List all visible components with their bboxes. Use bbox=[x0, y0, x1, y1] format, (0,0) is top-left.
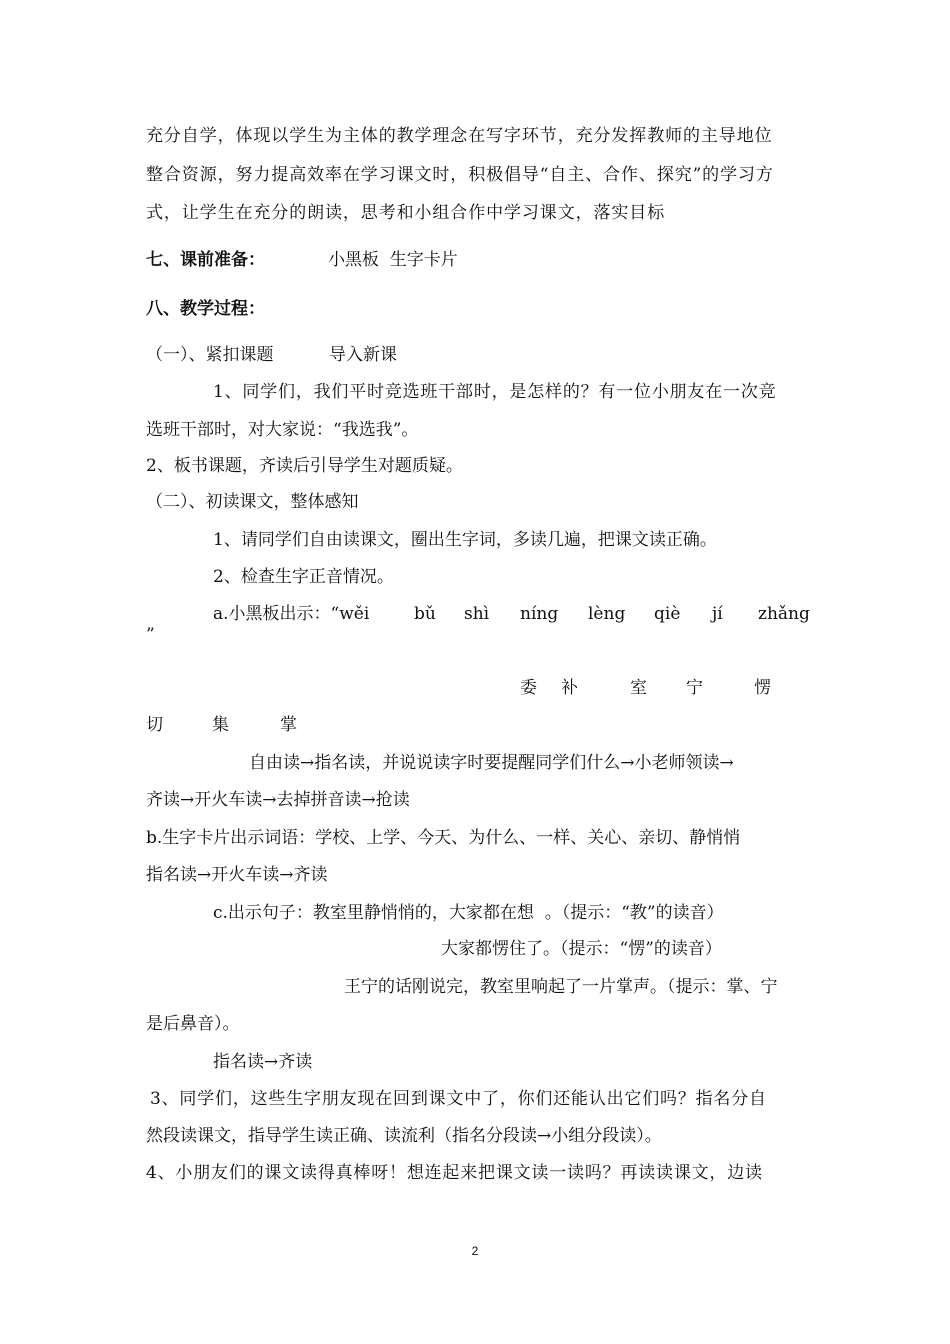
pinyin-prefix: a.小黑板出示：“wěi bbox=[213, 604, 370, 624]
pinyin-item: bǔ bbox=[414, 604, 436, 624]
char-item: 补 bbox=[561, 678, 578, 698]
char-item: 集 bbox=[212, 715, 229, 735]
part2-item2: 2、检查生字正音情况。 bbox=[213, 567, 394, 587]
pinyin-item: lèng bbox=[588, 604, 626, 624]
pinyin-item: zhǎng bbox=[758, 604, 810, 624]
flow1-line1: 自由读→指名读，并说说读字时要提醒同学们什么→小老师领读→ bbox=[249, 753, 734, 773]
pinyin-item: shì bbox=[464, 604, 490, 624]
char-item: 宁 bbox=[686, 678, 703, 698]
c-line-2: 大家都愣住了。（提示：“愣”的读音） bbox=[441, 939, 722, 959]
pinyin-item: níng bbox=[520, 604, 559, 624]
part1-subtitle: 导入新课 bbox=[329, 345, 397, 365]
page-number: 2 bbox=[471, 1244, 479, 1258]
part2-item1: 1、请同学们自由读课文，圈出生字词，多读几遍，把课文读正确。 bbox=[213, 530, 717, 550]
c-line-1: c.出示句子：教室里静悄悄的，大家都在想 。（提示：“教”的读音） bbox=[213, 903, 724, 923]
part2-item3-line2: 然段读课文，指导学生读正确、读流利（指名分段读→小组分段读）。 bbox=[146, 1126, 662, 1146]
prep-items: 小黑板 生字卡片 bbox=[328, 250, 458, 270]
part1-title: （一）、紧扣课题 bbox=[146, 345, 274, 365]
part1-item1-line1: 1、同学们，我们平时竞选班干部时，是怎样的？有一位小朋友在一次竞 bbox=[213, 382, 777, 402]
pinyin-item: qiè bbox=[654, 604, 681, 624]
prep-heading: 七、课前准备： bbox=[146, 250, 265, 270]
part2-item4-line1: 4、小朋友们的课文读得真棒呀！想连起来把课文读一读吗？再读读课文，边读 bbox=[146, 1163, 763, 1183]
b-line: b.生字卡片出示词语：学校、上学、今天、为什么、一样、关心、亲切、静悄悄 bbox=[146, 828, 741, 848]
pinyin-item: jí bbox=[712, 604, 723, 624]
part1-item2: 2、板书课题，齐读后引导学生对题质疑。 bbox=[146, 456, 463, 476]
part1-item1-line2: 选班干部时，对大家说：“我选我”。 bbox=[146, 420, 419, 440]
c-flow: 指名读→齐读 bbox=[213, 1052, 313, 1072]
char-item: 室 bbox=[630, 678, 647, 698]
char-item: 切 bbox=[146, 715, 163, 735]
b-flow: 指名读→开火车读→齐读 bbox=[146, 865, 328, 885]
flow1-line2: 齐读→开火车读→去掉拼音读→抢读 bbox=[146, 790, 410, 810]
intro-line-3: 式，让学生在充分的朗读，思考和小组合作中学习课文，落实目标 bbox=[146, 203, 666, 223]
process-heading: 八、教学过程： bbox=[146, 299, 265, 319]
intro-line-1: 充分自学，体现以学生为主体的教学理念在写字环节，充分发挥教师的主导地位 bbox=[146, 126, 773, 146]
c-line-4: 是后鼻音）。 bbox=[146, 1014, 240, 1034]
pinyin-close-quote: ” bbox=[146, 625, 155, 645]
c-line-3: 王宁的话刚说完，教室里响起了一片掌声。（提示：掌、宁 bbox=[344, 977, 778, 997]
part2-item3-line1: 3、同学们，这些生字朋友现在回到课文中了，你们还能认出它们吗？指名分自 bbox=[150, 1089, 767, 1109]
part2-title: （二）、初读课文，整体感知 bbox=[146, 492, 359, 512]
char-item: 愣 bbox=[754, 678, 771, 698]
char-item: 委 bbox=[520, 678, 537, 698]
char-item: 掌 bbox=[280, 715, 297, 735]
intro-line-2: 整合资源，努力提高效率在学习课文时，积极倡导“自主、合作、探究”的学习方 bbox=[146, 165, 774, 185]
